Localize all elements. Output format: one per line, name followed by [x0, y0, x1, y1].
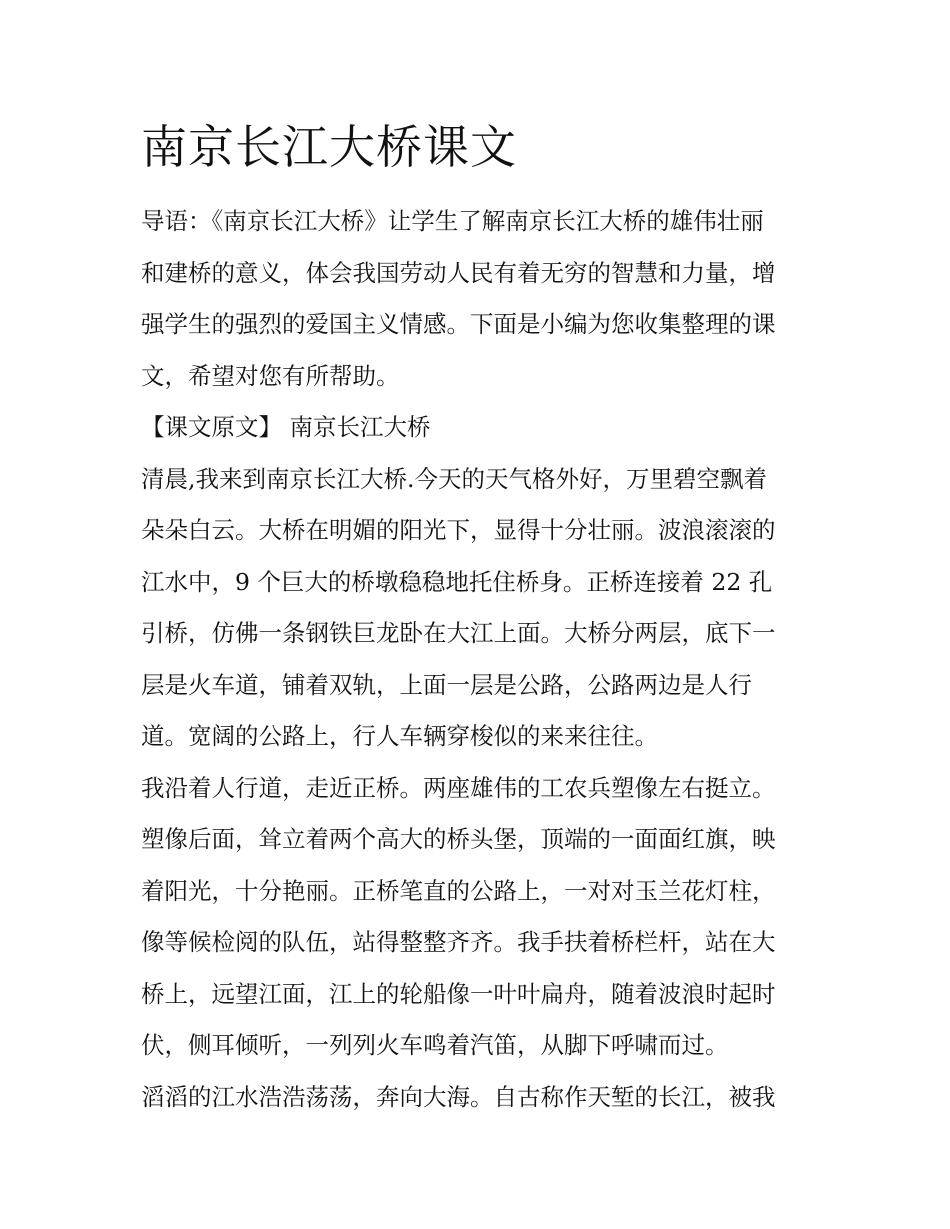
text-line: 滔滔的江水浩浩荡荡，奔向大海。自古称作天堑的长江，被我	[141, 1082, 776, 1111]
text-line: 清晨,我来到南京长江大桥.今天的天气格外好，万里碧空飘着	[141, 464, 767, 493]
text-line: 像等候检阅的队伍，站得整整齐齐。我手扶着桥栏杆，站在大	[141, 928, 776, 956]
text-line: 和建桥的意义，体会我国劳动人民有着无穷的智慧和力量，增	[141, 258, 776, 287]
text-line: 塑像后面，耸立着两个高大的桥头堡，顶端的一面面红旗，映	[141, 825, 776, 853]
text-line: 层是火车道，铺着双轨，上面一层是公路，公路两边是人行	[141, 670, 752, 699]
text-line: 道。宽阔的公路上，行人车辆穿梭似的来来往往。	[141, 722, 658, 750]
document-body	[141, 196, 813, 1123]
text-line: 我沿着人行道，走近正桥。两座雄伟的工农兵塑像左右挺立。	[141, 773, 776, 802]
text-line: 文，希望对您有所帮助。	[141, 361, 400, 390]
text-line: 江水中，9 个巨大的桥墩稳稳地托住桥身。正桥连接着 22 孔	[141, 567, 773, 596]
text-line: 伏，侧耳倾听，一列列火车鸣着汽笛，从脚下呼啸而过。	[141, 1031, 729, 1059]
section-heading: 【课文原文】 南京长江大桥	[141, 413, 431, 441]
document-title: 南京长江大桥课文	[141, 120, 517, 174]
text-line: 桥上，远望江面，江上的轮船像一叶叶扁舟，随着波浪时起时	[141, 979, 776, 1008]
text-line: 朵朵白云。大桥在明媚的阳光下，显得十分壮丽。波浪滚滚的	[141, 516, 776, 544]
text-line: 着阳光，十分艳丽。正桥笔直的公路上，一对对玉兰花灯柱，	[141, 876, 776, 905]
text-line: 强学生的强烈的爱国主义情感。下面是小编为您收集整理的课	[141, 310, 776, 338]
text-line: 引桥，仿佛一条钢铁巨龙卧在大江上面。大桥分两层，底下一	[141, 619, 776, 647]
text-line: 导语：《南京长江大桥》让学生了解南京长江大桥的雄伟壮丽	[141, 207, 764, 235]
